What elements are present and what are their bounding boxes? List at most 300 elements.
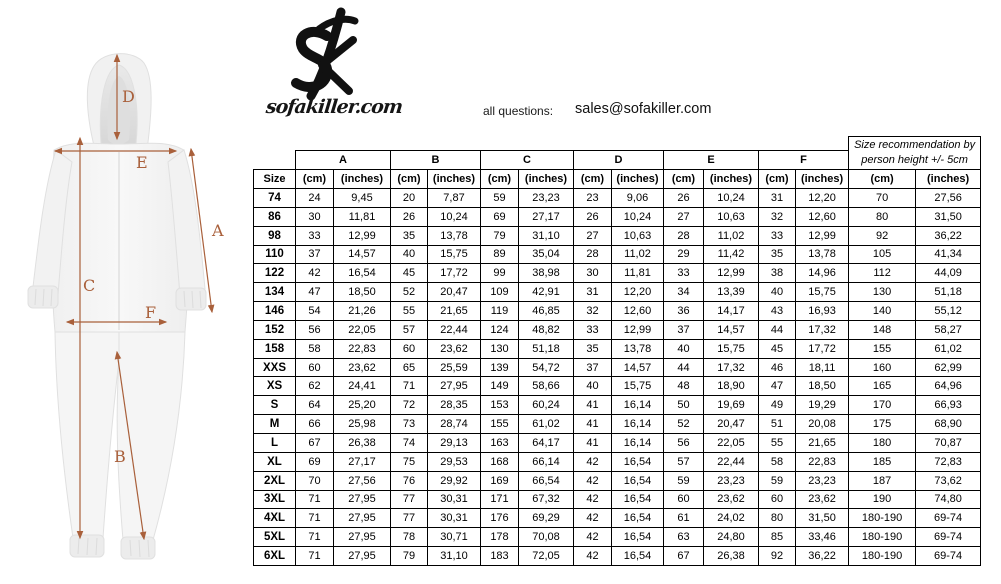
inches-unit-header: (inches) (796, 170, 849, 189)
table-row-size-6xl (254, 547, 981, 566)
value-cell: 30,31 (428, 509, 481, 528)
recommendation-line1: Size recommendation by (854, 139, 976, 152)
column-group-header-e: E (664, 151, 759, 170)
value-cell: 66 (296, 415, 334, 434)
value-cell: 27,95 (334, 528, 391, 547)
value-cell: 26 (391, 207, 428, 226)
value-cell: 12,99 (704, 264, 759, 283)
value-cell: 55,12 (916, 302, 981, 321)
value-cell: 13,78 (428, 226, 481, 245)
value-cell: 52 (391, 283, 428, 302)
garment-illustration (0, 0, 280, 584)
value-cell: 30,71 (428, 528, 481, 547)
value-cell: 10,63 (612, 226, 664, 245)
value-cell: 22,44 (704, 452, 759, 471)
value-cell: 165 (849, 377, 916, 396)
value-cell: 119 (481, 302, 519, 321)
value-cell: 12,60 (796, 207, 849, 226)
header-spacer (254, 137, 849, 151)
value-cell: 40 (664, 339, 704, 358)
value-cell: 18,90 (704, 377, 759, 396)
value-cell: 45 (759, 339, 796, 358)
value-cell: 12,20 (796, 189, 849, 208)
value-cell: 42,91 (519, 283, 574, 302)
value-cell: 35 (759, 245, 796, 264)
value-cell: 20,08 (796, 415, 849, 434)
value-cell: 57 (391, 320, 428, 339)
value-cell: 51,18 (916, 283, 981, 302)
recommendation-header (849, 137, 981, 170)
value-cell: 92 (759, 547, 796, 566)
value-cell: 178 (481, 528, 519, 547)
value-cell: 27,17 (334, 452, 391, 471)
size-cell: 110 (254, 245, 296, 264)
value-cell: 12,99 (612, 320, 664, 339)
value-cell: 10,24 (428, 207, 481, 226)
table-row-size-5xl (254, 528, 981, 547)
inches-unit-header: (inches) (704, 170, 759, 189)
value-cell: 27 (664, 207, 704, 226)
value-cell: 16,54 (334, 264, 391, 283)
value-cell: 71 (296, 528, 334, 547)
value-cell: 70,87 (916, 433, 981, 452)
value-cell: 52 (664, 415, 704, 434)
value-cell: 69,29 (519, 509, 574, 528)
column-group-header-f: F (759, 151, 849, 170)
size-cell: 98 (254, 226, 296, 245)
value-cell: 148 (849, 320, 916, 339)
value-cell: 45 (391, 264, 428, 283)
value-cell: 185 (849, 452, 916, 471)
value-cell: 64 (296, 396, 334, 415)
value-cell: 79 (481, 226, 519, 245)
value-cell: 64,96 (916, 377, 981, 396)
size-cell: 3XL (254, 490, 296, 509)
value-cell: 75 (391, 452, 428, 471)
value-cell: 31,10 (519, 226, 574, 245)
value-cell: 187 (849, 471, 916, 490)
value-cell: 36,22 (916, 226, 981, 245)
table-row-size-xl (254, 452, 981, 471)
table-row-size-152 (254, 320, 981, 339)
value-cell: 18,50 (796, 377, 849, 396)
value-cell: 59 (664, 471, 704, 490)
contact-email-link[interactable]: sales@sofakiller.com (575, 101, 712, 117)
value-cell: 69-74 (916, 547, 981, 566)
value-cell: 51 (759, 415, 796, 434)
value-cell: 22,83 (796, 452, 849, 471)
value-cell: 60 (664, 490, 704, 509)
value-cell: 37 (574, 358, 612, 377)
value-cell: 42 (574, 490, 612, 509)
value-cell: 155 (481, 415, 519, 434)
size-cell: S (254, 396, 296, 415)
letters-row-spacer (254, 151, 296, 170)
table-row-size-xs (254, 377, 981, 396)
value-cell: 74,80 (916, 490, 981, 509)
value-cell: 67 (664, 547, 704, 566)
size-cell: 74 (254, 189, 296, 208)
value-cell: 71 (391, 377, 428, 396)
value-cell: 30,31 (428, 490, 481, 509)
value-cell: 35 (391, 226, 428, 245)
value-cell: 27,56 (916, 189, 981, 208)
table-row-size-s (254, 396, 981, 415)
value-cell: 14,17 (704, 302, 759, 321)
table-row-size-134 (254, 283, 981, 302)
value-cell: 29,92 (428, 471, 481, 490)
value-cell: 33 (759, 226, 796, 245)
value-cell: 70 (296, 471, 334, 490)
value-cell: 28 (664, 226, 704, 245)
value-cell: 169 (481, 471, 519, 490)
value-cell: 27,95 (428, 377, 481, 396)
value-cell: 48 (664, 377, 704, 396)
size-cell: 158 (254, 339, 296, 358)
value-cell: 41,34 (916, 245, 981, 264)
value-cell: 72 (391, 396, 428, 415)
value-cell: 31 (574, 283, 612, 302)
value-cell: 27,95 (334, 490, 391, 509)
value-cell: 24 (296, 189, 334, 208)
value-cell: 28,35 (428, 396, 481, 415)
value-cell: 155 (849, 339, 916, 358)
value-cell: 153 (481, 396, 519, 415)
value-cell: 71 (296, 547, 334, 566)
value-cell: 12,99 (796, 226, 849, 245)
value-cell: 11,02 (704, 226, 759, 245)
value-cell: 29,53 (428, 452, 481, 471)
value-cell: 12,99 (334, 226, 391, 245)
column-group-header-c: C (481, 151, 574, 170)
cm-unit-header: (cm) (759, 170, 796, 189)
value-cell: 78 (391, 528, 428, 547)
value-cell: 64,17 (519, 433, 574, 452)
value-cell: 32 (574, 302, 612, 321)
table-row-size-110 (254, 245, 981, 264)
size-cell: 152 (254, 320, 296, 339)
value-cell: 180-190 (849, 528, 916, 547)
size-cell: XXS (254, 358, 296, 377)
value-cell: 36 (664, 302, 704, 321)
value-cell: 68,90 (916, 415, 981, 434)
value-cell: 16,14 (612, 415, 664, 434)
value-cell: 59 (481, 189, 519, 208)
value-cell: 27 (574, 226, 612, 245)
value-cell: 49 (759, 396, 796, 415)
value-cell: 69 (296, 452, 334, 471)
value-cell: 42 (574, 452, 612, 471)
value-cell: 25,59 (428, 358, 481, 377)
value-cell: 74 (391, 433, 428, 452)
value-cell: 62,99 (916, 358, 981, 377)
size-cell: 146 (254, 302, 296, 321)
value-cell: 163 (481, 433, 519, 452)
value-cell: 25,20 (334, 396, 391, 415)
value-cell: 41 (574, 415, 612, 434)
cm-unit-header: (cm) (849, 170, 916, 189)
value-cell: 31,50 (796, 509, 849, 528)
value-cell: 15,75 (428, 245, 481, 264)
value-cell: 140 (849, 302, 916, 321)
value-cell: 130 (849, 283, 916, 302)
value-cell: 33 (296, 226, 334, 245)
value-cell: 77 (391, 490, 428, 509)
value-cell: 23,23 (796, 471, 849, 490)
size-chart-table (253, 136, 981, 566)
units-header-row (254, 170, 981, 189)
value-cell: 12,60 (612, 302, 664, 321)
table-row-size-m (254, 415, 981, 434)
value-cell: 46,85 (519, 302, 574, 321)
value-cell: 58,66 (519, 377, 574, 396)
value-cell: 89 (481, 245, 519, 264)
value-cell: 33,46 (796, 528, 849, 547)
value-cell: 175 (849, 415, 916, 434)
size-cell: 122 (254, 264, 296, 283)
measurement-label-b: B (114, 447, 126, 466)
value-cell: 67 (296, 433, 334, 452)
value-cell: 26,38 (334, 433, 391, 452)
column-group-header-b: B (391, 151, 481, 170)
value-cell: 10,24 (704, 189, 759, 208)
size-cell: 5XL (254, 528, 296, 547)
value-cell: 26 (664, 189, 704, 208)
value-cell: 11,81 (612, 264, 664, 283)
value-cell: 80 (849, 207, 916, 226)
value-cell: 37 (296, 245, 334, 264)
value-cell: 33 (574, 320, 612, 339)
column-group-header-d: D (574, 151, 664, 170)
measurement-label-d: D (122, 87, 135, 106)
value-cell: 180-190 (849, 547, 916, 566)
value-cell: 51,18 (519, 339, 574, 358)
value-cell: 15,75 (612, 377, 664, 396)
value-cell: 54,72 (519, 358, 574, 377)
value-cell: 17,72 (796, 339, 849, 358)
table-row-size-l (254, 433, 981, 452)
cm-unit-header: (cm) (391, 170, 428, 189)
size-cell: XS (254, 377, 296, 396)
value-cell: 41 (574, 433, 612, 452)
table-row-size-146 (254, 302, 981, 321)
value-cell: 7,87 (428, 189, 481, 208)
value-cell: 38 (759, 264, 796, 283)
value-cell: 14,57 (612, 358, 664, 377)
value-cell: 21,26 (334, 302, 391, 321)
value-cell: 23,62 (796, 490, 849, 509)
value-cell: 77 (391, 509, 428, 528)
value-cell: 16,54 (612, 471, 664, 490)
value-cell: 183 (481, 547, 519, 566)
value-cell: 139 (481, 358, 519, 377)
value-cell: 71 (296, 490, 334, 509)
value-cell: 56 (296, 320, 334, 339)
value-cell: 16,54 (612, 547, 664, 566)
column-group-header-a: A (296, 151, 391, 170)
value-cell: 14,96 (796, 264, 849, 283)
value-cell: 40 (759, 283, 796, 302)
value-cell: 14,57 (704, 320, 759, 339)
value-cell: 71 (296, 509, 334, 528)
value-cell: 25,98 (334, 415, 391, 434)
value-cell: 26 (574, 207, 612, 226)
value-cell: 26,38 (704, 547, 759, 566)
value-cell: 30 (574, 264, 612, 283)
value-cell: 42 (574, 528, 612, 547)
value-cell: 35,04 (519, 245, 574, 264)
value-cell: 57 (664, 452, 704, 471)
value-cell: 55 (759, 433, 796, 452)
value-cell: 13,39 (704, 283, 759, 302)
value-cell: 32 (759, 207, 796, 226)
measurement-label-a: A (212, 221, 224, 240)
value-cell: 72,83 (916, 452, 981, 471)
value-cell: 22,05 (704, 433, 759, 452)
value-cell: 180 (849, 433, 916, 452)
value-cell: 38,98 (519, 264, 574, 283)
size-cell: L (254, 433, 296, 452)
value-cell: 73 (391, 415, 428, 434)
value-cell: 69 (481, 207, 519, 226)
value-cell: 190 (849, 490, 916, 509)
value-cell: 17,72 (428, 264, 481, 283)
value-cell: 9,06 (612, 189, 664, 208)
value-cell: 46 (759, 358, 796, 377)
value-cell: 31 (759, 189, 796, 208)
value-cell: 171 (481, 490, 519, 509)
size-cell: 6XL (254, 547, 296, 566)
value-cell: 33 (664, 264, 704, 283)
value-cell: 60,24 (519, 396, 574, 415)
table-row-size-3xl (254, 490, 981, 509)
value-cell: 14,57 (334, 245, 391, 264)
value-cell: 168 (481, 452, 519, 471)
value-cell: 176 (481, 509, 519, 528)
inches-unit-header: (inches) (334, 170, 391, 189)
value-cell: 80 (759, 509, 796, 528)
value-cell: 23 (574, 189, 612, 208)
value-cell: 31,10 (428, 547, 481, 566)
size-cell: 134 (254, 283, 296, 302)
value-cell: 27,56 (334, 471, 391, 490)
value-cell: 61,02 (519, 415, 574, 434)
value-cell: 11,02 (612, 245, 664, 264)
value-cell: 9,45 (334, 189, 391, 208)
value-cell: 76 (391, 471, 428, 490)
value-cell: 73,62 (916, 471, 981, 490)
value-cell: 13,78 (796, 245, 849, 264)
value-cell: 21,65 (428, 302, 481, 321)
table-row-size-74 (254, 189, 981, 208)
value-cell: 29,13 (428, 433, 481, 452)
value-cell: 85 (759, 528, 796, 547)
value-cell: 16,54 (612, 528, 664, 547)
value-cell: 67,32 (519, 490, 574, 509)
value-cell: 17,32 (704, 358, 759, 377)
value-cell: 20 (391, 189, 428, 208)
value-cell: 59 (759, 471, 796, 490)
inches-unit-header: (inches) (612, 170, 664, 189)
value-cell: 58,27 (916, 320, 981, 339)
value-cell: 19,29 (796, 396, 849, 415)
measurement-label-f: F (145, 303, 157, 322)
contact-questions-label: all questions: (483, 104, 554, 118)
table-row-size-122 (254, 264, 981, 283)
value-cell: 12,20 (612, 283, 664, 302)
value-cell: 16,14 (612, 396, 664, 415)
value-cell: 170 (849, 396, 916, 415)
value-cell: 41 (574, 396, 612, 415)
value-cell: 27,17 (519, 207, 574, 226)
table-row-size-2xl (254, 471, 981, 490)
value-cell: 16,54 (612, 452, 664, 471)
value-cell: 15,75 (704, 339, 759, 358)
value-cell: 54 (296, 302, 334, 321)
value-cell: 28,74 (428, 415, 481, 434)
value-cell: 29 (664, 245, 704, 264)
value-cell: 24,41 (334, 377, 391, 396)
size-cell: 86 (254, 207, 296, 226)
value-cell: 24,02 (704, 509, 759, 528)
value-cell: 47 (296, 283, 334, 302)
value-cell: 40 (574, 377, 612, 396)
value-cell: 62 (296, 377, 334, 396)
value-cell: 72,05 (519, 547, 574, 566)
product-figure (0, 0, 280, 584)
value-cell: 16,54 (612, 509, 664, 528)
value-cell: 28 (574, 245, 612, 264)
value-cell: 34 (664, 283, 704, 302)
value-cell: 27,95 (334, 547, 391, 566)
value-cell: 19,69 (704, 396, 759, 415)
size-cell: 4XL (254, 509, 296, 528)
value-cell: 55 (391, 302, 428, 321)
value-cell: 92 (849, 226, 916, 245)
value-cell: 70 (849, 189, 916, 208)
value-cell: 18,50 (334, 283, 391, 302)
value-cell: 180-190 (849, 509, 916, 528)
value-cell: 42 (574, 471, 612, 490)
value-cell: 47 (759, 377, 796, 396)
table-row-size-158 (254, 339, 981, 358)
value-cell: 66,54 (519, 471, 574, 490)
value-cell: 130 (481, 339, 519, 358)
value-cell: 42 (574, 509, 612, 528)
value-cell: 23,62 (428, 339, 481, 358)
value-cell: 61 (664, 509, 704, 528)
size-column-header: Size (254, 170, 296, 189)
value-cell: 35 (574, 339, 612, 358)
value-cell: 16,54 (612, 490, 664, 509)
value-cell: 15,75 (796, 283, 849, 302)
value-cell: 42 (296, 264, 334, 283)
value-cell: 44,09 (916, 264, 981, 283)
value-cell: 24,80 (704, 528, 759, 547)
value-cell: 50 (664, 396, 704, 415)
value-cell: 40 (391, 245, 428, 264)
value-cell: 16,93 (796, 302, 849, 321)
value-cell: 23,23 (704, 471, 759, 490)
value-cell: 99 (481, 264, 519, 283)
value-cell: 31,50 (916, 207, 981, 226)
value-cell: 27,95 (334, 509, 391, 528)
measurement-label-e: E (136, 153, 148, 172)
value-cell: 60 (296, 358, 334, 377)
value-cell: 66,14 (519, 452, 574, 471)
cm-unit-header: (cm) (481, 170, 519, 189)
value-cell: 22,83 (334, 339, 391, 358)
